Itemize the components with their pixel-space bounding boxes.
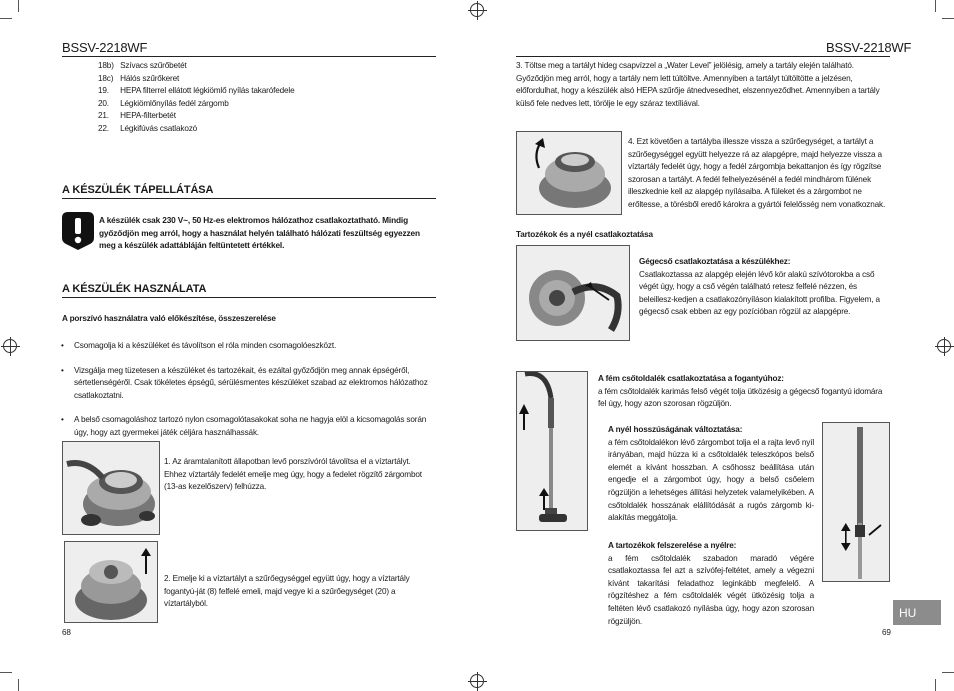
- bullet-item: • Csomagolja ki a készüléket és távolítson el róla minden csomagolóeszközt.: [61, 341, 337, 350]
- figure-hose-image: [516, 245, 630, 341]
- tube-text: a fém csőtoldalék karimás felső végét tolja ütközésig a gégecső fogantyú idomára fel úgy, hogy azon szorosan rögzüljön.: [598, 386, 883, 409]
- registration-mark-bottom: [470, 674, 484, 688]
- registration-mark-left: [3, 339, 17, 353]
- tube-block: [598, 373, 890, 411]
- hose-block: [639, 256, 891, 319]
- accessories-title: Tartozékok és a nyél csatlakoztatása: [516, 230, 653, 239]
- hose-text: Csatlakoztassa az alapgép elején lévő kör alakú szívótorokba a cső végét úgy, hogy a cső végén található retesz felfelé nézzen, és beleillesz-kedjen a csatlakozónyíláson kialakított profilba. Figyelem, a gégecső csak ebben az egy pozícióban rögzül az alapgépre.: [639, 269, 880, 317]
- figure-step1-image: [62, 441, 160, 535]
- section-title-power: A KÉSZÜLÉK TÁPELLÁTÁSA: [62, 184, 214, 196]
- figure-step2-image: [64, 541, 158, 623]
- section-rule-usage: [62, 297, 436, 298]
- crop-mark-top-right: [934, 0, 954, 20]
- step1-text: 1. Az áramtalanított állapotban levő porszívóról távolítsa el a víztartályt. Ehhez víztartály fedelét emelje meg úgy, hogy a fedelet rögzítő zárgombot (13-as kezelőszerv) felhúzza.: [164, 457, 422, 492]
- length-title: A nyél hosszúságának változtatása:: [608, 425, 743, 434]
- attach-text: a fém csőtoldalék szabadon maradó végére csatlakoztassa fel azt a szívófej-feltétet, amely a végezni kívánt takarítási feladathoz leginkább megfelelő. A rögzítéshez a fém csőtoldalék végét ütközésig tolja a feltéten lévő csatlakozó nyílásba úgy, hogy azon szorosan rögzüljön.: [608, 553, 814, 626]
- bullet-list: [61, 340, 438, 440]
- parts-list: [98, 60, 428, 136]
- registration-mark-right: [937, 339, 951, 353]
- figure-telescopic-image: [822, 422, 890, 582]
- parts-list-item: 19. HEPA filterrel ellátott légkiömlő nyílás takarófedele: [98, 86, 295, 96]
- bullet-item: • A belső csomagoláshoz tartozó nylon csomagolótasakokat soha ne hagyja elöl a kicsomagolás során úgy, hogy azt gyermekei játék céljára használhassák.: [61, 415, 427, 437]
- warning-icon: [62, 212, 94, 250]
- section-rule-power: [62, 198, 436, 199]
- model-header-right: BSSV-2218WF: [826, 40, 912, 55]
- parts-list-item: 21. HEPA-filterbetét: [98, 111, 176, 121]
- step4-text: 4. Ezt követően a tartályba illessze vissza a szűrőegységet, a tartályt a szűrőegységgel együtt helyezze rá az alapgépre, majd helyezze vissza a víztartály fedelét úgy, hogy a fedél zárgombja bekattanjon és így rögzítse szorosan a tartályt. A fedél felhelyezésénél a fedél mindhárom fülének illeszkednie kell az alapgép nyílásaiba. A füleket és a zárgombot ne erőltesse, a törésből eredő károkra a gyártói felelősség nem vonatkoznak.: [628, 137, 886, 209]
- hose-title: Gégecső csatlakoztatása a készülékhez:: [639, 257, 791, 266]
- page-number-left: 68: [62, 628, 71, 637]
- tube-title: A fém csőtoldalék csatlakoztatása a fogantyúhoz:: [598, 374, 784, 383]
- parts-list-item: 18c) Hálós szűrőkeret: [98, 73, 180, 83]
- crop-mark-bottom-right: [934, 671, 954, 691]
- bullet-item: • Vizsgálja meg tüzetesen a készüléket és tartozékait, és ezáltal győződjön meg annak épségéről, sértetlenségéről. Csak tökéletes épségű, sérülésmentes készüléket szabad az elektromos hálózathoz csatlakoztatni.: [61, 365, 428, 400]
- prep-title: A porszívó használatra való előkészítése, összeszerelése: [62, 314, 276, 323]
- model-header-left: BSSV-2218WF: [62, 40, 148, 55]
- warning-text: A készülék csak 230 V~, 50 Hz-es elektromos hálózathoz csatlakoztatható. Mindig győződjön meg arról, hogy a használat helyén található hálózati feszültség egyezzen meg a készülék adattábláján feltüntetett értékkel.: [99, 215, 420, 251]
- figure-step4-image: [516, 131, 622, 215]
- crop-mark-bottom-left: [0, 671, 20, 691]
- parts-list-item: 18b) Szívacs szűrőbetét: [98, 61, 187, 70]
- registration-mark-top: [470, 3, 484, 17]
- length-text: a fém csőtoldalékon lévő zárgombot tolja el a rajta levő nyíl irányában, majd húzza ki a csőtoldalék teleszkópos belső elemét a kívánt hosszban. A csőhossz beállítása után engedje el a zárgombot úgy, hogy a belső csőelem rögzüljön a lehetséges állítási helyzetek valamelyikében. A csőtoldalék hosszának elállítódását a rugós zárgomb ki-alakítás meggátolja.: [608, 437, 814, 523]
- parts-list-item: 20. Légkiömlőnyílás fedél zárgomb: [98, 98, 229, 108]
- parts-list-item: 22. Légkifúvás csatlakozó: [98, 123, 198, 133]
- length-block: [608, 424, 814, 525]
- crop-mark-top-left: [0, 0, 20, 20]
- step3-text: 3. Töltse meg a tartályt hideg csapvízzel a „Water Level” jelölésig, amely a tartály elején található. Győződjön meg arról, hogy a tartály nem lett túltöltve. Amennyiben a tartályt túltöltötte a jelzésen, előfordulhat, hogy a készülék alsó HEPA szűrője átnedvesedhet, elszennyeződhet. Amennyiben a tartály külső fele nedves lett, törölje le egy száraz textíliával.: [516, 61, 880, 108]
- language-tab: HU: [893, 600, 941, 625]
- figure-tube-image: [516, 371, 588, 531]
- attach-block: [608, 540, 814, 628]
- attach-title: A tartozékok felszerelése a nyélre:: [608, 541, 737, 550]
- header-rule-left: [62, 56, 436, 57]
- section-title-usage: A KÉSZÜLÉK HASZNÁLATA: [62, 283, 207, 295]
- header-rule-right: [516, 56, 890, 57]
- step2-text: 2. Emelje ki a víztartályt a szűrőegységgel együtt úgy, hogy a víztartály fogantyú-ját (8) felfelé emeli, majd vegye ki a szűrőegységet (20) a víztartályból.: [164, 574, 410, 609]
- page-number-right: 69: [882, 628, 891, 637]
